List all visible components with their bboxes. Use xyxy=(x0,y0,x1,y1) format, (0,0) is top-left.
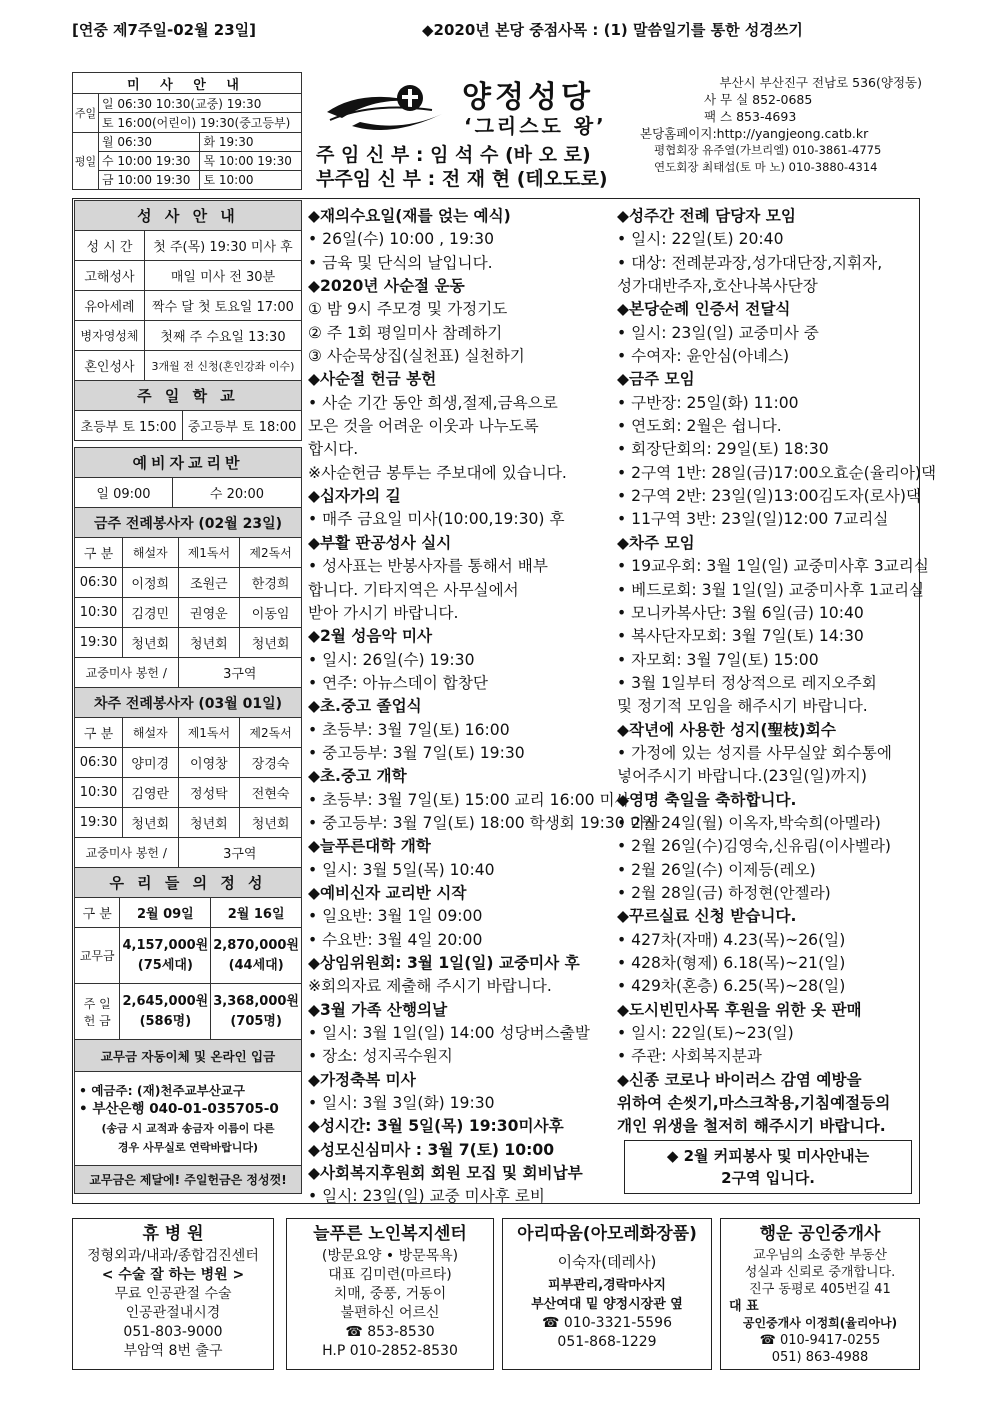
sunday-school-table xyxy=(74,380,302,441)
school-elementary: 초등부 토 15:00 xyxy=(75,411,183,441)
notice-line: • 수여자: 윤안심(아녜스) xyxy=(617,347,790,366)
server-cell: 이영창 xyxy=(178,748,240,778)
server-cell: 청년회 xyxy=(123,628,179,658)
notice-line: • 일시: 3월 1일(일) 14:00 성당버스출발 xyxy=(308,1024,590,1043)
bank-table xyxy=(74,1039,302,1194)
notice-heading: ◆늘푸른대학 개학 xyxy=(308,837,431,856)
ad-line: 인공관절내시경 xyxy=(125,1305,221,1321)
col-header: 제2독서 xyxy=(240,538,302,568)
bank-note: 경우 사무실로 연락바랍니다) xyxy=(117,1140,259,1154)
collection-count: (586명) xyxy=(139,1013,192,1029)
notice-line: • 수요반: 3월 4일 20:00 xyxy=(308,930,483,949)
notice-line: 받아 가시기 바랍니다. xyxy=(308,603,459,622)
notice-line: • 일시: 3월 3일(화) 19:30 xyxy=(308,1094,495,1113)
office-phone: 사 무 실 852-0685 xyxy=(704,92,813,107)
ad-realtor xyxy=(720,1218,920,1370)
ad-title: 휴 병 원 xyxy=(142,1224,204,1244)
notice-line: • 금육 및 단식의 날입니다. xyxy=(308,253,493,272)
server-cell: 정성탁 xyxy=(178,778,240,808)
ad-line: 치매, 중풍, 거동이 xyxy=(333,1286,447,1302)
notice-line: • 베드로회: 3월 1일(일) 교중미사후 1교리실 xyxy=(617,580,925,599)
servers-this-week xyxy=(74,507,302,688)
notice-line: • 장소: 성지곡수원지 xyxy=(308,1047,453,1066)
notice-heading: ◆3월 가족 산행의날 xyxy=(308,1000,448,1019)
notice-heading: ◆도시빈민사목 후원을 위한 옷 판매 xyxy=(617,1000,862,1019)
notice-heading: ◆성모신심미사 : 3월 7(토) 10:00 xyxy=(308,1140,555,1159)
ad-line: 성실과 신뢰로 중개합니다. xyxy=(744,1265,896,1280)
church-name: 양정성당 xyxy=(462,80,594,115)
notice-heading: ◆초.중고 개학 xyxy=(308,767,407,786)
sunday-line-2: 토 16:00(어린이) 19:30(중고등부) xyxy=(99,113,302,132)
server-cell: 06:30 xyxy=(75,748,123,778)
bank-footer: 교무금은 제달에! 주일헌금은 정성껏! xyxy=(75,1166,302,1194)
notice-line: 합니다. 기타지역은 사무실에서 xyxy=(308,580,519,599)
ad-title: 아리따움(아모레화장품) xyxy=(517,1224,697,1244)
col-header: 구 분 xyxy=(75,898,120,928)
notice-line: ※사순헌금 봉투는 주보대에 있습니다. xyxy=(308,463,567,482)
notice-line: • 26일(수) 10:00 , 19:30 xyxy=(308,230,494,249)
left-column xyxy=(74,200,302,1194)
server-cell: 19:30 xyxy=(75,808,123,838)
tithe-count: (75세대) xyxy=(137,957,193,973)
address: 부산시 부산진구 전남로 536(양정동) xyxy=(719,75,922,90)
notice-line: ※회의자료 제출해 주시기 바랍니다. xyxy=(308,977,552,996)
notice-line: 합시다. xyxy=(308,440,359,459)
notice-line: • 428차(형제) 6.18(목)~21(일) xyxy=(617,954,846,972)
offering-title: 우 리 들 의 정 성 xyxy=(75,868,302,898)
notice-heading: ◆가정축복 미사 xyxy=(308,1070,416,1089)
notice-heading: 위하여 손씻기,마스크착용,기침예절등의 xyxy=(617,1094,891,1113)
notice-heading: ◆성주간 전례 담당자 모임 xyxy=(617,207,796,225)
server-cell: 장경숙 xyxy=(240,748,302,778)
col-header: 제2독서 xyxy=(240,718,302,748)
notice-heading: ◆상임위원회: 3월 1일(일) 교중미사 후 xyxy=(308,954,580,972)
ad-line: 부산여대 밑 양정시장관 옆 xyxy=(531,1297,683,1312)
notice-line: • 중고등부: 3월 7일(토) 19:30 xyxy=(308,743,525,762)
ad-line: 051) 863-4988 xyxy=(771,1350,869,1365)
notice-heading: ◆2월 성음악 미사 xyxy=(308,627,433,646)
notice-line: • 사순 기간 동안 희생,절제,금욕으로 xyxy=(308,393,558,412)
col-header: 제1독서 xyxy=(178,718,240,748)
notice-heading: ◆꾸르실료 신청 받습니다. xyxy=(617,907,797,926)
col-header: 2월 16일 xyxy=(211,898,302,928)
notice-line: • 회장단회의: 29일(토) 18:30 xyxy=(617,440,829,459)
server-cell: 10:30 xyxy=(75,598,123,628)
server-cell: 김영란 xyxy=(123,778,179,808)
assistant-pastor: 부주임 신 부 : 전 재 현 (테오도로) xyxy=(316,168,608,190)
ad-title: 늘푸른 노인복지센터 xyxy=(313,1224,467,1244)
account-number: • 부산은행 040-01-035705-0 xyxy=(79,1100,279,1117)
notice-line: • 일요반: 3월 1일 09:00 xyxy=(308,907,483,926)
server-cell: 이동임 xyxy=(240,598,302,628)
notice-line: • 매주 금요일 미사(10:00,19:30) 후 xyxy=(308,510,565,529)
header-bar xyxy=(72,18,920,40)
weekday-fri: 금 10:00 19:30 xyxy=(99,170,200,189)
ad-line: ☎ 010-9417-0255 xyxy=(759,1333,881,1348)
church-subtitle: ‘그리스도 왕’ xyxy=(464,114,607,138)
notice-heading: ◆사회복지후원회 회원 모집 및 회비납부 xyxy=(308,1164,583,1183)
notice-line: 넣어주시기 바랍니다.(23일(일)까지) xyxy=(617,767,867,786)
weekday-label: 평일 xyxy=(73,132,99,189)
collection-amount: 3,368,000원 xyxy=(213,993,299,1009)
notice-line: • 2구역 1반: 28일(금)17:00오효순(율리아)댁 xyxy=(617,463,937,482)
notice-heading: ◆초.중고 졸업식 xyxy=(308,697,422,716)
notice-line: ① 밤 9시 주모경 및 가정기도 xyxy=(308,300,508,319)
ad-line: 공인중개사 이정희(율리아나) xyxy=(742,1316,898,1330)
server-cell: 한경희 xyxy=(240,568,302,598)
server-cell: 조원근 xyxy=(178,568,240,598)
tithe-count: (44세대) xyxy=(228,957,284,973)
server-cell: 청년회 xyxy=(240,628,302,658)
notice-line: • 구반장: 25일(화) 11:00 xyxy=(617,393,799,412)
catechumen-sunday: 일 09:00 xyxy=(75,478,173,508)
weekday-wed: 수 10:00 19:30 xyxy=(99,151,200,170)
fax: 팩 스 853-4693 xyxy=(704,109,797,124)
ad-line: 정형외과/내과/종합검진센터 xyxy=(87,1248,259,1264)
notice-line: • 일시: 3월 5일(목) 10:40 xyxy=(308,860,495,879)
ad-cosmetics xyxy=(502,1218,712,1370)
ad-line: 이숙자(데레사) xyxy=(557,1253,657,1271)
server-cell: 10:30 xyxy=(75,778,123,808)
catechumen-title: 예비자교리반 xyxy=(75,448,302,478)
notice-heading: ◆금주 모임 xyxy=(617,370,695,389)
pastor: 주 임 신 부 : 임 석 수 (바 오 로) xyxy=(316,144,591,166)
notice-line: • 일시: 22일(토) 20:40 xyxy=(617,230,784,249)
ad-line: ☎ 853-8530 xyxy=(345,1324,435,1340)
col-header: 구 분 xyxy=(75,718,123,748)
notice-heading: ◆부활 판공성사 실시 xyxy=(308,533,452,552)
sacrament-title: 성 사 안 내 xyxy=(75,201,302,231)
sacrament-label: 병자영성체 xyxy=(75,321,145,351)
server-cell: 권영운 xyxy=(178,598,240,628)
pastoral-theme: ◆2020년 본당 중점사목 : (1) 말씀일기를 통한 성경쓰기 xyxy=(422,20,803,39)
coffee-line-1: ◆ 2월 커피봉사 및 미사안내는 xyxy=(666,1147,870,1165)
weekday-mon: 월 06:30 xyxy=(99,132,200,151)
notice-line: • 일시: 26일(수) 19:30 xyxy=(308,650,475,669)
notice-line: 및 정기적 모임을 해주시기 바랍니다. xyxy=(617,697,868,716)
sunday-label: 주일 xyxy=(73,94,99,132)
bank-title: 교무금 자동이체 및 온라인 입금 xyxy=(75,1040,302,1072)
ad-line: 무료 인공관절 수술 xyxy=(114,1286,232,1302)
notice-line: • 2월 26일(수)김영숙,신유림(이사벨라) xyxy=(617,837,891,856)
server-cell: 청년회 xyxy=(240,808,302,838)
servers2-title: 차주 전례봉사자 (03월 01일) xyxy=(75,688,302,718)
sacrament-value: 첫 주(목) 19:30 미사 후 xyxy=(145,231,302,261)
offer-label: 교중미사 봉헌 / xyxy=(75,658,179,688)
notice-heading: ◆예비신자 교리반 시작 xyxy=(308,883,467,902)
weekday-thu: 목 10:00 19:30 xyxy=(200,151,302,170)
notice-line: • 2월 24일(월) 이옥자,박숙희(아멜라) xyxy=(617,813,881,832)
ad-line: 부암역 8번 출구 xyxy=(123,1343,223,1359)
notice-line: • 19교우회: 3월 1일(일) 교중미사후 3교리실 xyxy=(617,557,929,576)
tithe-amount: 2,870,000원 xyxy=(213,937,299,953)
col-header: 제1독서 xyxy=(178,538,240,568)
ad-line: (방문요양 • 방문목욕) xyxy=(321,1248,459,1264)
notice-line: • 2구역 2반: 23일(일)13:00김도자(로사)댁 xyxy=(617,487,921,506)
catechumen-wednesday: 수 20:00 xyxy=(173,478,302,508)
sacrament-value: 짝수 달 첫 토요일 17:00 xyxy=(145,291,302,321)
ad-hospital xyxy=(72,1218,274,1370)
notice-heading: ◆차주 모임 xyxy=(617,533,695,552)
notice-line: • 427차(자매) 4.23(목)~26(일) xyxy=(617,930,846,949)
server-cell: 청년회 xyxy=(178,808,240,838)
notice-line: ② 주 1회 평일미사 참례하기 xyxy=(308,323,503,342)
memorial-president: 연도회장 최태섭(토 마 노) 010-3880-4314 xyxy=(654,160,878,174)
mass-title: 미 사 안 내 xyxy=(73,73,302,94)
ad-title: 행운 공인중개사 xyxy=(759,1224,881,1244)
notice-line: • 가정에 있는 성지를 사무실앞 회수통에 xyxy=(617,743,892,762)
notice-line: • 일시: 23일(일) 교중미사 중 xyxy=(617,323,819,342)
server-cell: 청년회 xyxy=(178,628,240,658)
notice-heading: ◆2020년 사순절 운동 xyxy=(308,277,465,296)
weekday-sat: 토 10:00 xyxy=(200,170,302,189)
notice-line: 성가대반주자,호산나복사단장 xyxy=(617,277,818,296)
sacrament-value: 3개월 전 신청(혼인강좌 이수) xyxy=(145,351,302,381)
notice-line: • 일시: 23일(일) 교중 미사후 로비 xyxy=(308,1187,545,1206)
notice-line: • 복사단자모회: 3월 7일(토) 14:30 xyxy=(617,627,864,646)
notice-line: • 모니카복사단: 3월 6일(금) 10:40 xyxy=(617,603,864,622)
notice-line: • 11구역 3반: 23일(일)12:00 7교리실 xyxy=(617,510,889,529)
ad-line: < 수술 잘 하는 병원 > xyxy=(101,1267,245,1283)
notice-line: • 성사표는 반봉사자를 통해서 배부 xyxy=(308,557,548,576)
collection-label: 주 일 헌 금 xyxy=(75,984,120,1040)
notice-line: • 429차(혼층) 6.25(목)~28(일) xyxy=(617,977,846,996)
ad-line: 대표 김미련(마르타) xyxy=(328,1267,452,1283)
notice-line: • 주관: 사회복지분과 xyxy=(617,1047,762,1066)
notice-heading: ◆본당순례 인증서 전달식 xyxy=(617,300,791,319)
notice-line: 모은 것을 어려운 이웃과 나누도록 xyxy=(308,417,539,436)
notice-heading: ◆성시간: 3월 5일(목) 19:30미사후 xyxy=(308,1117,564,1136)
notice-line: • 3월 1일부터 정상적으로 레지오주회 xyxy=(617,673,877,692)
server-cell: 19:30 xyxy=(75,628,123,658)
collection-count: (705명) xyxy=(230,1013,282,1029)
sacrament-value: 첫째 주 수요일 13:30 xyxy=(145,321,302,351)
notice-line: • 초등부: 3월 7일(토) 15:00 교리 16:00 미사 xyxy=(308,790,630,809)
offer-value: 3구역 xyxy=(178,658,301,688)
sacrament-label: 고해성사 xyxy=(75,261,145,291)
servers-next-week xyxy=(74,687,302,868)
col-header: 해설자 xyxy=(123,718,179,748)
notice-heading: ◆재의수요일(재를 얹는 예식) xyxy=(308,207,511,225)
notice-line: • 연주: 아뉴스데이 합창단 xyxy=(308,673,488,692)
ad-line: 051-803-9000 xyxy=(123,1324,223,1340)
ad-line: 불편하신 어르신 xyxy=(340,1305,440,1321)
coffee-line-2: 2구역 입니다. xyxy=(721,1169,815,1187)
ad-line: 대 표 xyxy=(729,1299,759,1314)
offering-table xyxy=(74,867,302,1040)
servers1-title: 금주 전례봉사자 (02월 23일) xyxy=(75,508,302,538)
catechumen-table xyxy=(74,447,302,508)
tithe-amount: 4,157,000원 xyxy=(122,937,209,953)
ad-line: 교우님의 소중한 부동산 xyxy=(753,1248,887,1263)
sunday-line-1: 일 06:30 10:30(교중) 19:30 xyxy=(99,94,302,113)
server-cell: 이정희 xyxy=(123,568,179,598)
sacrament-table xyxy=(74,200,302,381)
ad-line: H.P 010-2852-8530 xyxy=(322,1343,458,1359)
sacrament-label: 혼인성사 xyxy=(75,351,145,381)
church-logo-icon xyxy=(322,80,452,138)
notice-line: • 일시: 22일(토)~23(일) xyxy=(617,1024,794,1043)
sacrament-label: 성 시 간 xyxy=(75,231,145,261)
server-cell: 06:30 xyxy=(75,568,123,598)
priests xyxy=(316,143,608,191)
server-cell: 청년회 xyxy=(123,808,179,838)
notice-line: • 중고등부: 3월 7일(토) 18:00 학생회 19:30 미사 xyxy=(308,813,660,832)
ad-line: 진구 동평로 405번길 41 xyxy=(749,1282,891,1297)
notice-heading: ◆신종 코로나 바이러스 감염 예방을 xyxy=(617,1070,862,1089)
coffee-service-box xyxy=(624,1140,912,1194)
homepage-link[interactable]: 본당홈페이지:http://yangjeong.catb.kr xyxy=(640,126,869,141)
mass-schedule-table xyxy=(72,72,302,190)
ad-line: 051-868-1229 xyxy=(557,1334,657,1350)
notice-heading: 개인 위생을 철저히 해주시기 바랍니다. xyxy=(617,1117,886,1136)
school-title: 주 일 학 교 xyxy=(75,381,302,411)
col-header: 2월 09일 xyxy=(120,898,211,928)
contact-info xyxy=(640,74,922,176)
school-middle-high: 중고등부 토 18:00 xyxy=(183,411,302,441)
notice-line: • 대상: 전례분과장,성가대단장,지휘자, xyxy=(617,253,883,272)
bank-note: (송금 시 교적과 송금자 이름이 다른 xyxy=(101,1121,275,1135)
council-president: 평협회장 유주열(가브리엘) 010-3861-4775 xyxy=(654,143,882,157)
offer-value: 3구역 xyxy=(178,838,301,868)
ad-line: ☎ 010-3321-5596 xyxy=(542,1315,672,1331)
collection-amount: 2,645,000원 xyxy=(122,993,209,1009)
tithe-label: 교무금 xyxy=(75,928,120,984)
right-column xyxy=(617,205,937,1139)
server-cell: 양미경 xyxy=(123,748,179,778)
weekday-tue: 화 19:30 xyxy=(200,132,302,151)
notice-heading: ◆십자가의 길 xyxy=(308,487,401,506)
notice-heading: ◆사순절 헌금 봉헌 xyxy=(308,370,437,389)
notice-heading: ◆작년에 사용한 성지(聖枝)회수 xyxy=(617,720,836,739)
server-cell: 김경민 xyxy=(123,598,179,628)
notice-line: • 자모회: 3월 7일(토) 15:00 xyxy=(617,650,819,669)
account-holder: • 예금주: (재)천주교부산교구 xyxy=(79,1082,245,1098)
sacrament-value: 매일 미사 전 30분 xyxy=(145,261,302,291)
ad-welfare-center xyxy=(286,1218,494,1370)
offer-label: 교중미사 봉헌 / xyxy=(75,838,179,868)
notice-line: • 2월 26일(수) 이제등(레오) xyxy=(617,860,816,879)
notice-heading: ◆영명 축일을 축하합니다. xyxy=(617,790,797,809)
col-header: 구 분 xyxy=(75,538,123,568)
notice-line: • 초등부: 3월 7일(토) 16:00 xyxy=(308,720,510,739)
server-cell: 전현숙 xyxy=(240,778,302,808)
col-header: 해설자 xyxy=(123,538,179,568)
notice-line: ③ 사순묵상집(실천표) 실천하기 xyxy=(308,347,525,366)
ad-line: 피부관리,경락마사지 xyxy=(548,1278,666,1293)
issue-date: [연중 제7주일-02월 23일] xyxy=(72,20,256,39)
notice-line: • 연도회: 2월은 쉽니다. xyxy=(617,417,782,436)
notice-line: • 2월 28일(금) 하정현(안젤라) xyxy=(617,883,831,902)
sacrament-label: 유아세례 xyxy=(75,291,145,321)
